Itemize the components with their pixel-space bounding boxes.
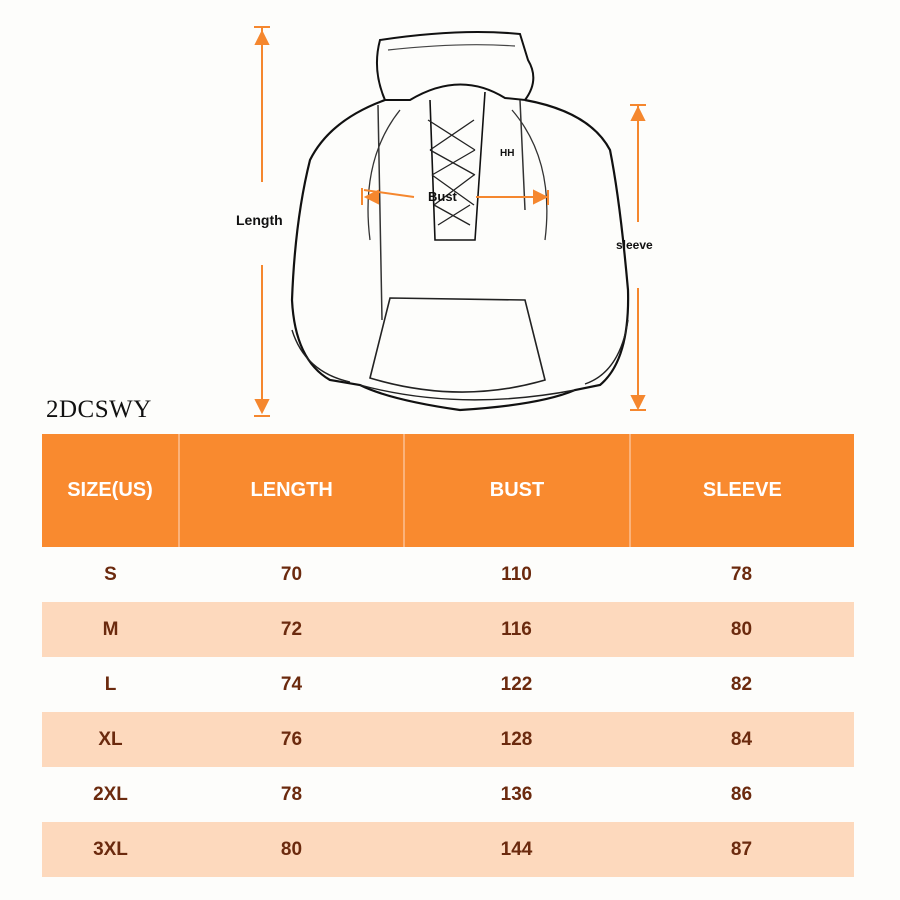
cell-bust: 136 [500, 783, 533, 805]
table-row [42, 767, 854, 822]
cell-size: 3XL [93, 838, 128, 860]
cell-sleeve: 82 [730, 673, 753, 695]
brand-name: 2DCSWY [46, 396, 152, 423]
sleeve-label: sleeve [616, 238, 653, 252]
cell-bust: 144 [500, 838, 533, 860]
cell-length: 74 [280, 673, 303, 695]
table-row [42, 547, 854, 602]
cell-size: M [102, 618, 119, 640]
table-row [42, 712, 854, 767]
hoodie-illustration [0, 0, 900, 420]
cell-sleeve: 87 [730, 838, 753, 860]
cell-sleeve: 86 [730, 783, 753, 805]
cell-size: L [104, 673, 117, 695]
cell-bust: 116 [501, 618, 532, 640]
length-label: Length [236, 212, 283, 228]
table-row [42, 602, 854, 657]
cell-length: 70 [280, 563, 303, 585]
cell-sleeve: 80 [730, 618, 753, 640]
cell-bust: 128 [500, 728, 533, 750]
header-bust: BUST [405, 434, 630, 547]
cell-length: 72 [280, 618, 303, 640]
cell-size: 2XL [93, 783, 128, 805]
cell-length: 78 [280, 783, 303, 805]
cell-size: XL [98, 728, 123, 750]
cell-bust: 110 [501, 563, 532, 585]
size-chart-table [42, 434, 854, 877]
table-header [42, 434, 854, 547]
logo-text: HH [500, 148, 515, 159]
cell-size: S [104, 563, 117, 585]
cell-sleeve: 78 [730, 563, 753, 585]
bust-label: Bust [428, 189, 457, 204]
header-size: SIZE(US) [42, 434, 180, 547]
cell-length: 76 [280, 728, 303, 750]
table-row [42, 657, 854, 712]
table-row [42, 822, 854, 877]
cell-bust: 122 [500, 673, 533, 695]
cell-length: 80 [280, 838, 303, 860]
header-sleeve: SLEEVE [702, 479, 782, 501]
cell-sleeve: 84 [730, 728, 753, 750]
header-length: LENGTH [180, 434, 405, 547]
